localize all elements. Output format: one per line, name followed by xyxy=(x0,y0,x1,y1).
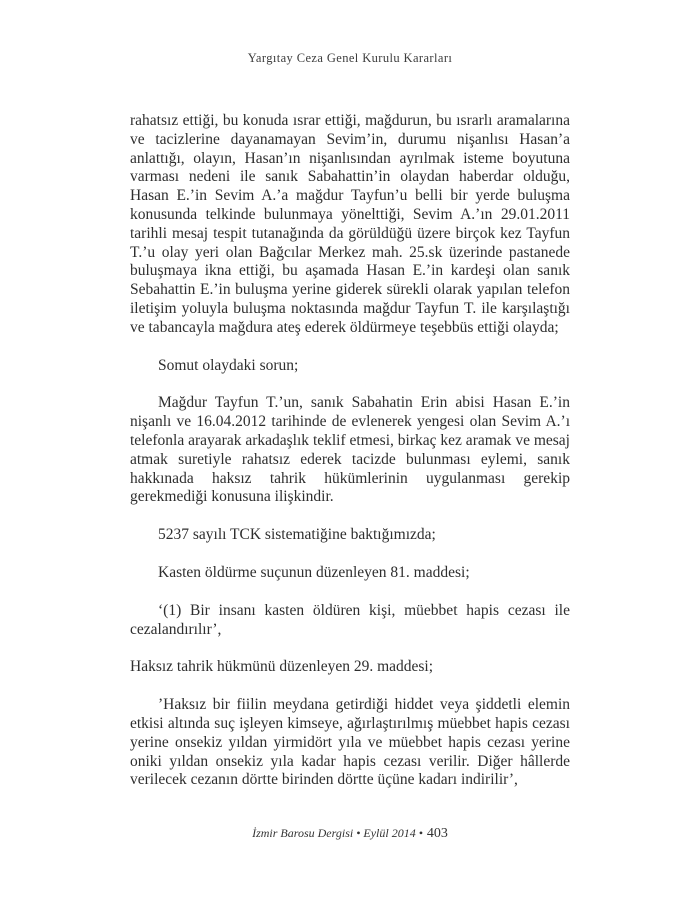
footer-page-number: 403 xyxy=(426,826,448,841)
paragraph-madde-81-quote: ‘(1) Bir insanı kasten öldüren kişi, müebbet hapis cezası ile cezalandırılır’, xyxy=(130,601,570,638)
document-body xyxy=(130,112,570,809)
paragraph-case-summary: Mağdur Tayfun T.’un, sanık Sabahatin Erin abisi Hasan E.’in nişanlı ve 16.04.2012 tarihinde de evlenerek yengesi olan Sevim A.’ı telefonla arayarak arkadaşlık teklif etmesi, birkaç kez aramak ve mesaj atmak suretiyle rahatsız ederek tacizde bulunması eylemi, sanık hakkınada haksız tahrik hükümlerinin uygulanması gerekip gerekmediği konusuna ilişkindir. xyxy=(130,394,570,506)
paragraph-madde-29-quote: ’Haksız bir fiilin meydana getirdiği hiddet veya şiddetli elemin etkisi altında suç işleyen kimseye, ağırlaştırılmış müebbet hapis cezası yerine onsekiz yıldan yirmidört yıla ve müebbet hapis cezası yerine oniki yıldan onsekiz yıla kadar hapis cezası verilir. Diğer hâllerde verilecek cezanın dörtte birinden dörtte üçüne kadarı indirilir’, xyxy=(130,696,570,789)
paragraph-somut-olaydaki-sorun: Somut olaydaki sorun; xyxy=(158,356,299,374)
page-footer xyxy=(0,824,700,842)
running-header: Yargıtay Ceza Genel Kurulu Kararları xyxy=(247,51,453,65)
paragraph-madde-81-heading: Kasten öldürme suçunun düzenleyen 81. maddesi; xyxy=(158,563,470,581)
paragraph-tck-sistematigi: 5237 sayılı TCK sistematiğine baktığımızda; xyxy=(158,526,436,544)
footer-journal-line: İzmir Barosu Dergisi • Eylül 2014 • xyxy=(252,826,423,840)
paragraph-continuation: rahatsız ettiği, bu konuda ısrar ettiği, mağdurun, bu ısrarlı aramalarına ve tacizlerine dayanamayan Sevim’in, durumu nişanlısı Hasan’a anlattığı, olayın, Hasan’ın nişanlısından ayrılmak isteme boyutuna varması nedeni ile sanık Sabahattin’in olaydan haberdar olduğu, Hasan E.’in Sevim A.’a mağdur Tayfun’u belli bir yerde buluşma konusunda telkinde bulunmaya yönelttiği, Sevim A.’ın 29.01.2011 tarihli mesaj tespit tutanağında da görüldüğü üzere birçok kez Tayfun T.’u olay yeri olan Bağcılar Merkez mah. 25.sk üzerinde pastanede buluşmaya ikna ettiği, bu aşamada Hasan E.’in kardeşi olan sanık Sebahattin E.’in buluşma yerine giderek sürekli olarak yapılan telefon iletişim yoluyla buluşma noktasında mağdur Tayfun T. ile karşılaştığı ve tabancayla mağdura ateş ederek öldürmeye teşebbüs ettiği olayda; xyxy=(130,112,570,336)
paragraph-madde-29-heading: Haksız tahrik hükmünü düzenleyen 29. maddesi; xyxy=(130,658,434,676)
